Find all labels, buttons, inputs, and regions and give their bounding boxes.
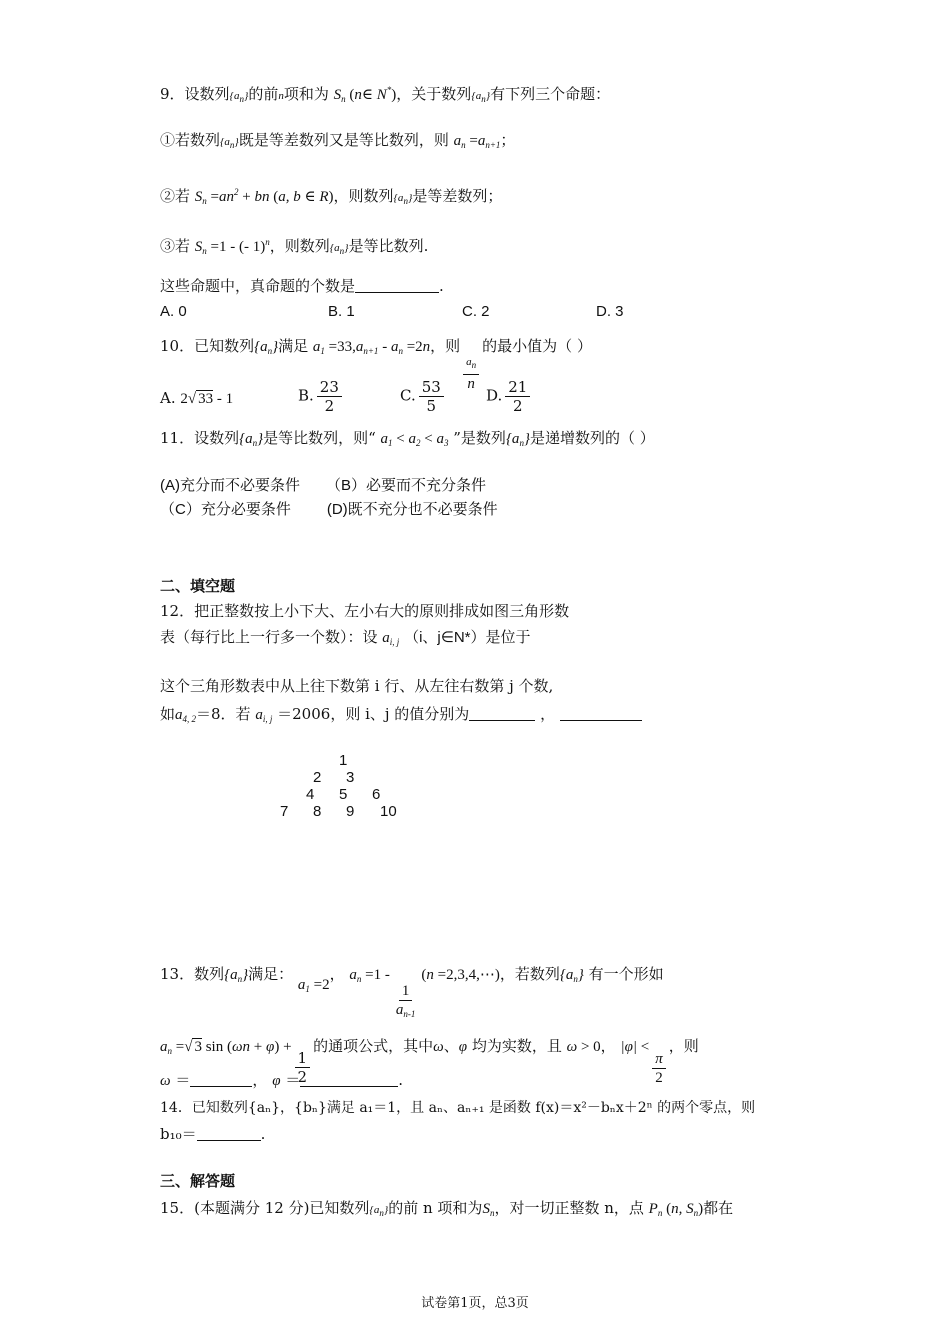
- q9-option-c: C. 2: [462, 303, 490, 320]
- answer-blank-phi: [300, 1072, 398, 1087]
- q9-stem: 9．设数列$\{a_n\}$的前n项和为 $S_n$ (n∈ N*)，关于数列$\{a_n\}$有下列三个命题：: [160, 85, 611, 104]
- triangle-cell: 8: [313, 803, 322, 820]
- triangle-cell: 2: [313, 769, 322, 786]
- q12-line-1: 12．把正整数按上小下大、左小右大的原则排成如图三角形数: [160, 602, 570, 620]
- q11-option-b: （B）必要而不充分条件: [326, 477, 487, 494]
- section-solutions: 三、解答题: [160, 1173, 236, 1190]
- triangle-cell: 9: [346, 803, 355, 820]
- q10-option-c: C. $\frac{53}{5}$: [400, 378, 447, 415]
- triangle-cell: 1: [339, 752, 348, 769]
- q12-line-3: 这个三角形数表中从上往下数第 i 行、从左往右数第 j 个数,: [160, 677, 554, 695]
- q11-option-c: （C）充分必要条件: [160, 501, 291, 518]
- q12-line-2: 表（每行比上一行多一个数）：设 $a_{i, j}$ （i、j∈N*）是位于: [160, 628, 531, 647]
- q9-options: [160, 302, 760, 322]
- q9-option-a: A. 0: [160, 303, 187, 320]
- triangle-cell: 10: [380, 803, 397, 820]
- q9-option-d: D. 3: [596, 303, 624, 320]
- q14-line-1: 14．已知数列{aₙ}，{bₙ}满足 a₁＝1，且 aₙ、aₙ₊₁ 是函数 f(x)＝x²－bₙx＋2ⁿ 的两个零点，则: [160, 1100, 756, 1116]
- q9-proposition-1: ①若数列$\{a_n\}$既是等差数列又是等比数列，则 $a_n =a_{n+1}$；: [160, 131, 516, 150]
- q13-stem: 13．数列$\{a_n\}$满足： $a_1 =2$， $a_n =1$ - $\frac{1}{a_{n-1}}$ (n =2,3,4,⋯)，若数列$\{a_n\}$ 有一个形如: [160, 965, 664, 1019]
- triangle-cell: 3: [346, 769, 355, 786]
- answer-blank: [355, 278, 439, 293]
- q13-line-3: ω ＝ ， φ ＝ .: [160, 1071, 404, 1089]
- q9-proposition-2: ②若 $S_n =an^2$ + bn (a, b ∈ R)，则数列$\{a_n\}$是等差数列；: [160, 187, 503, 206]
- page-footer: 试卷第1页，总3页: [421, 1296, 529, 1311]
- q9-question: 这些命题中，真命题的个数是 .: [160, 277, 444, 295]
- q14-line-2: b₁₀＝ .: [160, 1125, 266, 1143]
- q11-option-d: (D)既不充分也不必要条件: [326, 501, 498, 518]
- q10-stem: 10．已知数列$\{a_n\}$满足 $a_1 =33,a_{n+1} - a_n =2n$，则 $\frac{a_n}{n}$ 的最小值为（ ）: [160, 337, 592, 392]
- q10-option-a: A. 2√ 33 - 1: [160, 389, 234, 407]
- section-fill-in: 二、填空题: [160, 578, 236, 595]
- q13-line-2: $a_n$ =√ 3 sin (ωn + φ) + $\frac{1}{2}$ 的通项公式，其中ω、φ 均为实数，且 ω > 0， |φ| < $\frac{\pi}{2}$ ，则: [160, 1037, 699, 1086]
- triangle-cell: 5: [339, 786, 348, 803]
- answer-blank-b10: [197, 1126, 261, 1141]
- q10-option-b: B. $\frac{23}{2}$: [298, 378, 345, 415]
- q11-options-row1: [160, 476, 486, 496]
- q12-line-4: 如$a_{4, 2}=8$．若 $a_{i, j} =2006$，则 i、j 的值分别为 ，: [160, 704, 642, 729]
- q9-option-b: B. 1: [328, 303, 355, 320]
- q9-proposition-3: ③若 $S_n =1$ - (- 1)$^n$，则数列$\{a_n\}$是等比数列.: [160, 237, 429, 256]
- q11-options-row2: [160, 500, 498, 520]
- q10-option-d: D. $\frac{21}{2}$: [486, 378, 533, 415]
- triangle-cell: 6: [372, 786, 381, 803]
- q11-stem: 11．设数列$\{a_n\}$是等比数列，则“ $a_1 < a_2 < a_3$ ”是数列$\{a_n\}$是递增数列的（ ）: [160, 429, 655, 448]
- number-triangle: [0, 752, 950, 822]
- triangle-cell: 4: [306, 786, 315, 803]
- triangle-cell: 7: [280, 803, 289, 820]
- q15-stem: 15．(本题满分 12 分)已知数列$\{a_n\}$的前 n 项和为$S_n$，对一切正整数 n，点 $P_n$ (n, $S_n$)都在: [160, 1199, 734, 1218]
- answer-blank-i: [469, 706, 535, 721]
- answer-blank-j: [560, 706, 642, 721]
- q10-options: [160, 378, 660, 418]
- q11-option-a: (A)充分而不必要条件: [160, 477, 300, 494]
- answer-blank-omega: [190, 1072, 252, 1087]
